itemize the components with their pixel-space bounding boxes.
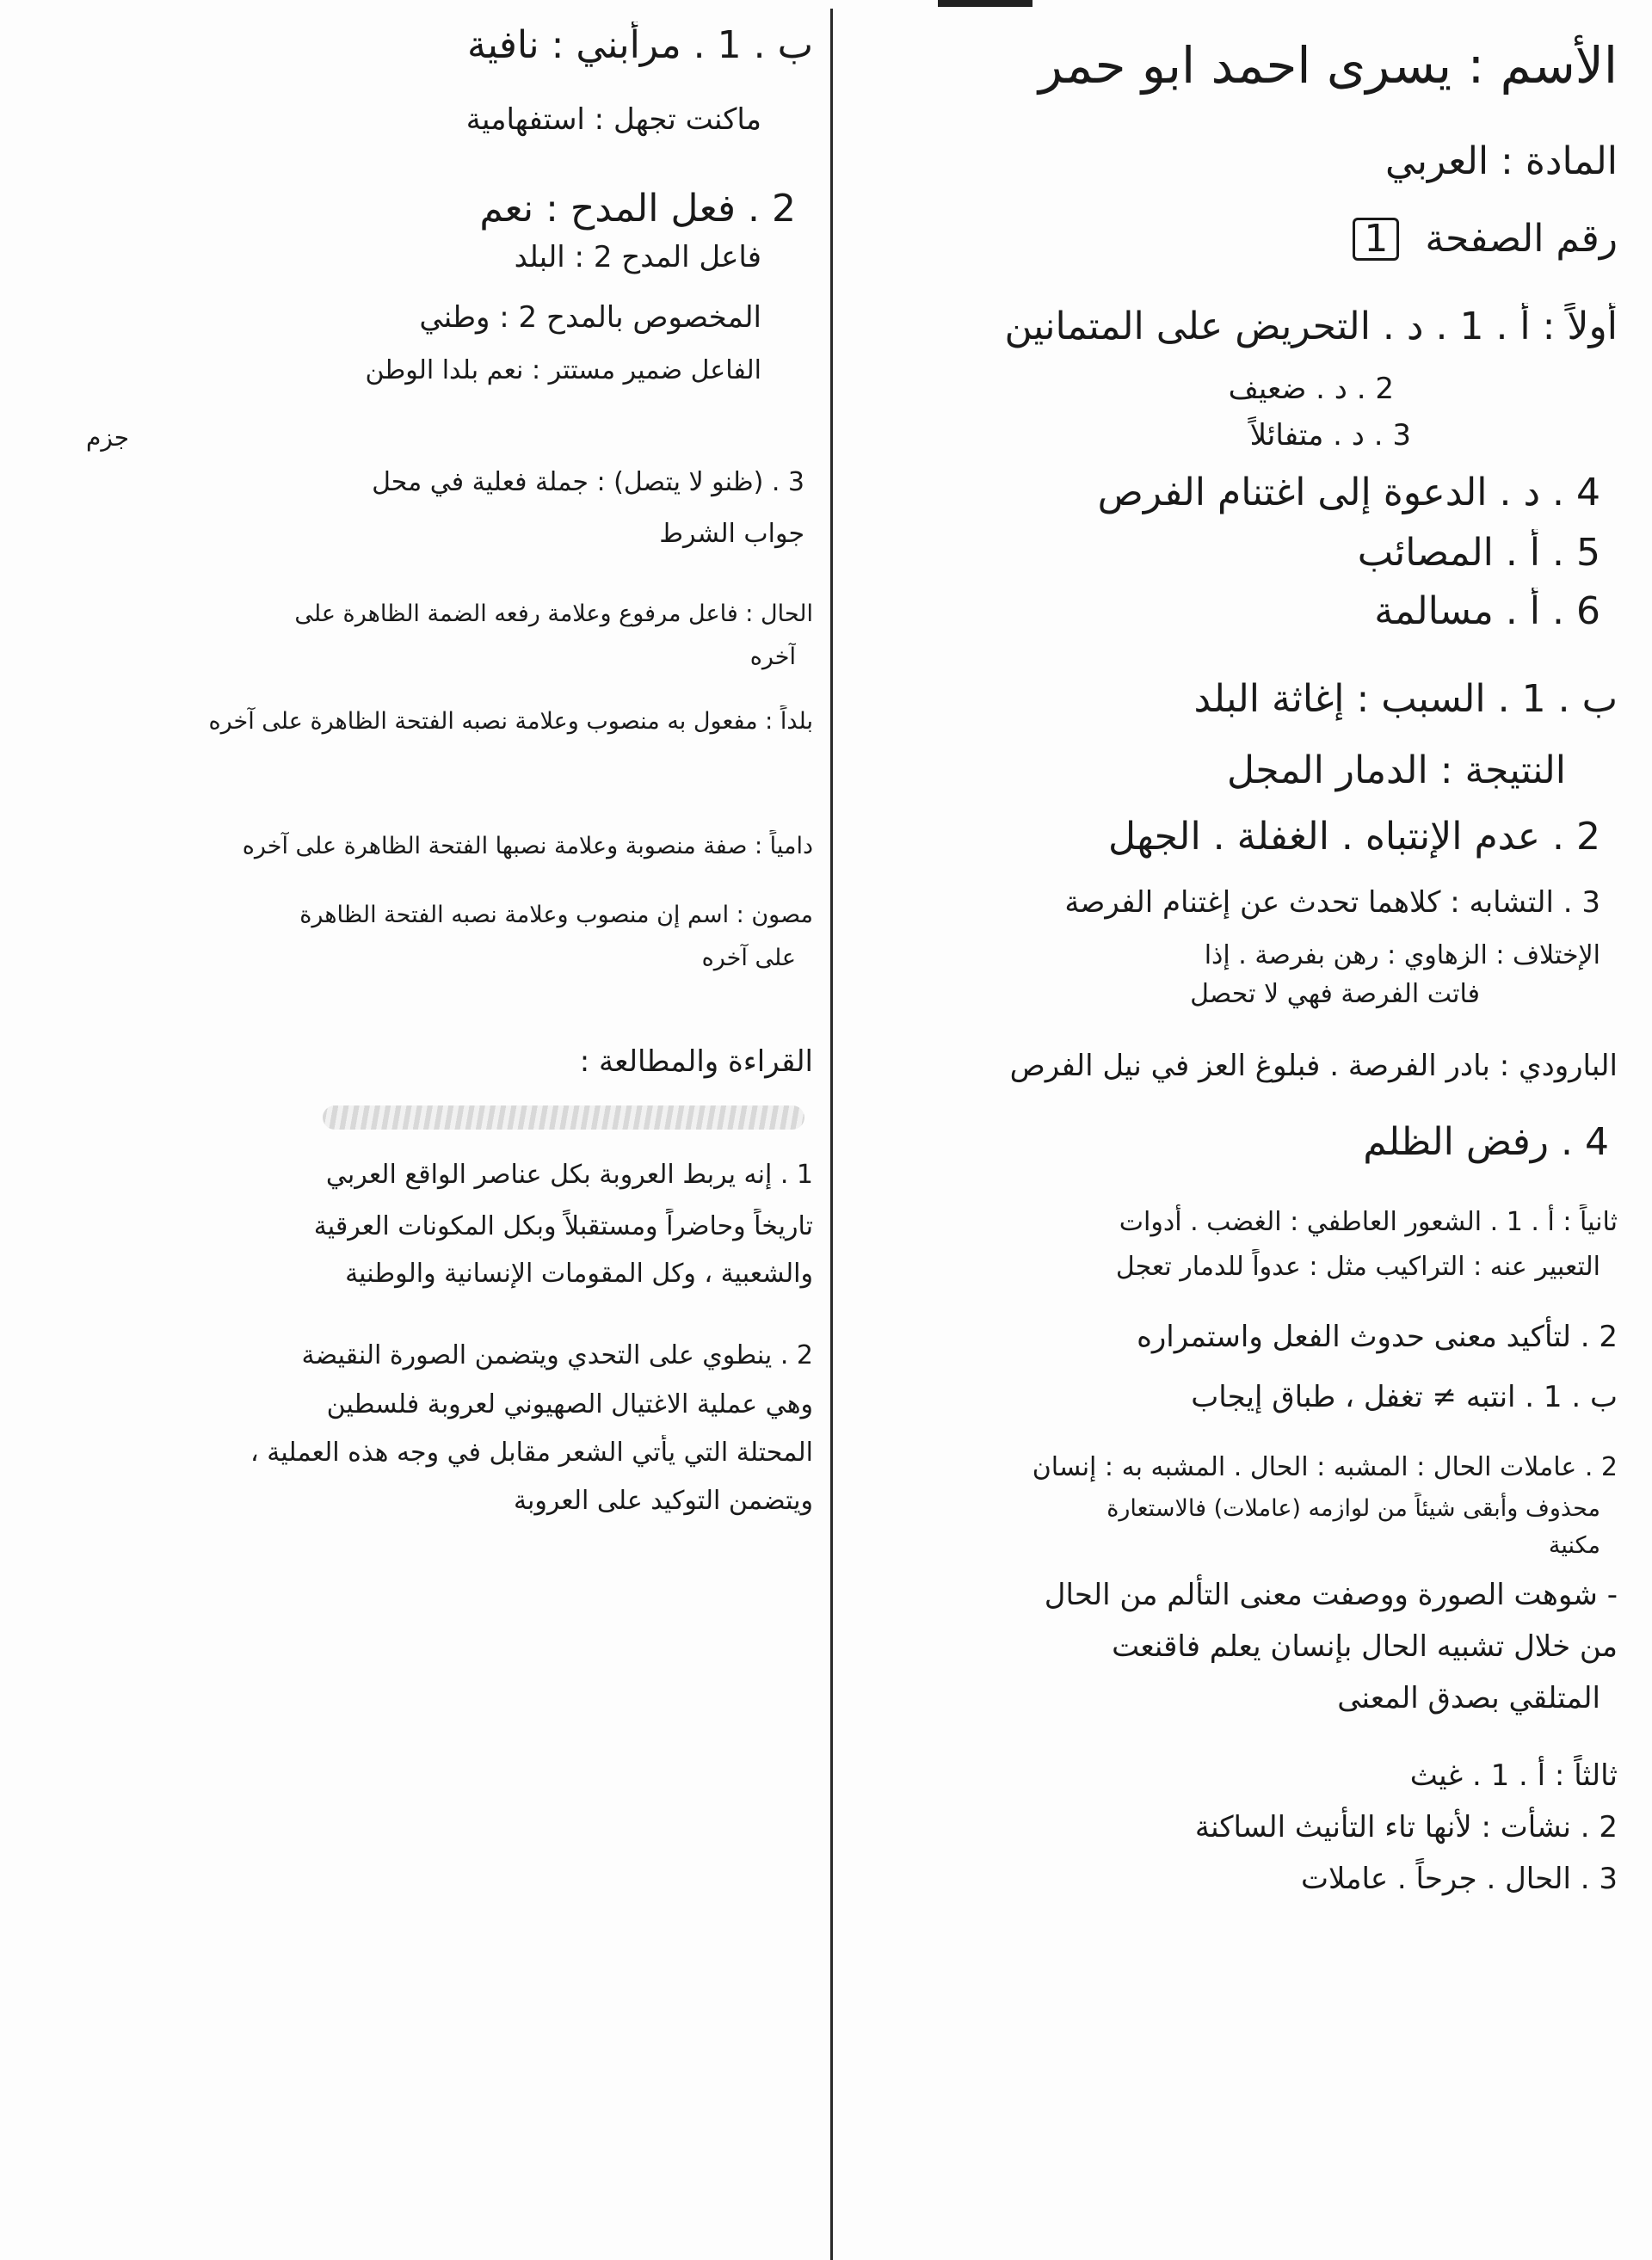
answer-line: والشعبية ، وكل المقومات الإنسانية والوطنية	[345, 1259, 813, 1289]
page-number-box: 1	[1353, 218, 1399, 261]
answer-line: فاعل المدح 2 : البلد	[514, 240, 761, 274]
answer-line: المخصوص بالمدح 2 : وطني	[419, 300, 761, 335]
answer-line: 4 . رفض الظلم	[1363, 1120, 1609, 1164]
answer-line: 3 . الحال . جرحاً . عاملات	[1300, 1862, 1618, 1896]
page-label: رقم الصفحة	[1425, 217, 1618, 261]
answer-line: أولاً : أ . 1 . د . التحريض على المتمانين	[1004, 305, 1618, 348]
answer-line: 2 . عدم الإنتباه . الغفلة . الجهل	[1108, 815, 1600, 859]
answer-line: البارودي : بادر الفرصة . فبلوغ العز في نيل الفرص	[1009, 1049, 1618, 1083]
answer-line: 2 . د . ضعيف	[1228, 372, 1394, 406]
answer-line: 2 . فعل المدح : نعم	[479, 187, 796, 231]
answer-line: التعبير عنه : التراكيب مثل : عدواً للدمار تعجل	[1115, 1252, 1600, 1282]
answer-line: ثانياً : أ . 1 . الشعور العاطفي : الغضب . أدوات	[1119, 1207, 1618, 1237]
answer-line: 1 . إنه يربط العروبة بكل عناصر الواقع العربي	[325, 1160, 813, 1190]
answer-line: الحال : فاعل مرفوع وعلامة رفعه الضمة الظاهرة على	[294, 600, 813, 627]
answer-line: ب . 1 . انتبه ≠ تغفل ، طباق إيجاب	[1191, 1380, 1618, 1414]
answer-line: 2 . نشأت : لأنها تاء التأنيث الساكنة	[1194, 1810, 1618, 1844]
crossed-out-text	[323, 1105, 804, 1130]
answer-line: الفاعل ضمير مستتر : نعم بلدا الوطن	[365, 355, 761, 385]
answer-line: ب . 1 . مرأبني : نافية	[467, 23, 813, 67]
answer-line: 3 . د . متفائلاً	[1249, 418, 1411, 453]
answer-line: النتيجة : الدمار المجل	[1227, 748, 1566, 792]
top-edge-mark	[938, 0, 1032, 7]
answer-line: - شوهت الصورة ووصفت معنى التألم من الحال	[1044, 1578, 1618, 1612]
section-heading: القراءة والمطالعة :	[579, 1044, 813, 1079]
answer-line: المحتلة التي يأتي الشعر مقابل في وجه هذه العملية ،	[250, 1438, 813, 1468]
answer-line: الإختلاف : الزهاوي : رهن بفرصة . إذا	[1204, 940, 1600, 970]
answer-line: 3 . (ظنو لا يتصل) : جملة فعلية في محل	[372, 467, 804, 497]
answer-line: مكنية	[1548, 1532, 1600, 1559]
answer-line: وهي عملية الاغتيال الصهيوني لعروبة فلسطين	[326, 1389, 813, 1419]
answer-line: 2 . لتأكيد معنى حدوث الفعل واستمراره	[1137, 1320, 1618, 1354]
answer-line: ثالثاً : أ . 1 . غيث	[1409, 1758, 1618, 1793]
answer-line: آخره	[749, 644, 796, 670]
answer-line: 3 . التشابه : كلاهما تحدث عن إغتنام الفرصة	[1064, 885, 1600, 920]
answer-line: على آخره	[701, 945, 796, 971]
answer-line: مصون : اسم إن منصوب وعلامة نصبه الفتحة الظاهرة	[299, 902, 813, 928]
answer-line: جواب الشرط	[659, 519, 804, 549]
answer-line: ب . 1 . السبب : إغاثة البلد	[1193, 677, 1618, 721]
answer-line: 4 . د . الدعوة إلى اغتنام الفرص	[1097, 471, 1600, 514]
answer-line: المتلقي بصدق المعنى	[1337, 1681, 1600, 1715]
answer-line: دامياً : صفة منصوبة وعلامة نصبها الفتحة الظاهرة على آخره	[242, 833, 813, 859]
answer-line: تاريخاً وحاضراً ومستقبلاً وبكل المكونات العرقية	[313, 1211, 813, 1241]
answer-line: ماكنت تجهل : استفهامية	[465, 102, 761, 137]
answer-line: محذوف وأبقى شيئاً من لوازمه (عاملات) فالاستعارة	[1106, 1495, 1600, 1522]
column-divider	[830, 9, 833, 2260]
student-name: الأسم : يسرى احمد ابو حمر	[1039, 36, 1618, 95]
answer-line: ويتضمن التوكيد على العروبة	[513, 1486, 813, 1516]
answer-line: 6 . أ . مسالمة	[1374, 589, 1600, 633]
answer-line: فاتت الفرصة فهي لا تحصل	[1190, 979, 1480, 1009]
margin-note: جزم	[86, 423, 130, 452]
answer-line: 5 . أ . المصائب	[1357, 531, 1600, 575]
answer-line: 2 . عاملات الحال : المشبه : الحال . المشبه به : إنسان	[1032, 1452, 1618, 1482]
page-number-line	[860, 215, 1618, 263]
answer-line: 2 . ينطوي على التحدي ويتضمن الصورة النقيضة	[301, 1340, 813, 1370]
subject-line: المادة : العربي	[1385, 139, 1618, 183]
answer-line: بلداً : مفعول به منصوب وعلامة نصبه الفتحة الظاهرة على آخره	[208, 708, 813, 735]
answer-line: من خلال تشبيه الحال بإنسان يعلم فاقنعت	[1112, 1629, 1618, 1664]
